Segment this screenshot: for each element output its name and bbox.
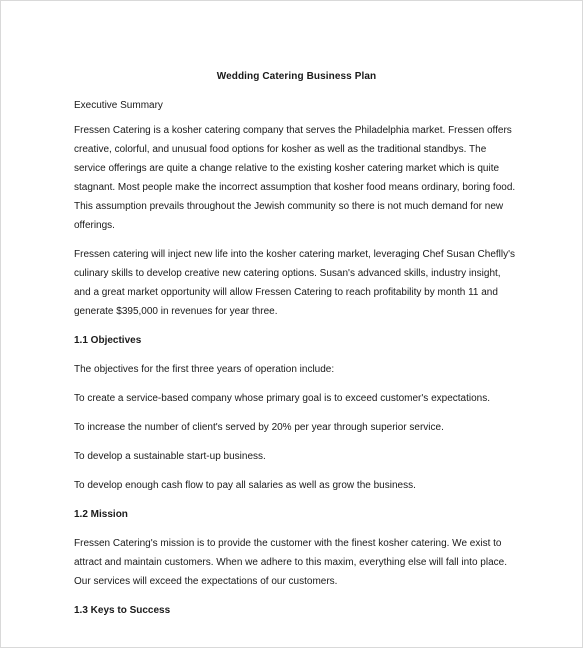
objective-item-4: To develop enough cash flow to pay all salaries as well as grow the business.	[74, 480, 416, 491]
objectives-heading: 1.1 Objectives	[74, 335, 142, 346]
objective-item-2: To increase the number of client's served by 20% per year through superior service.	[74, 422, 444, 433]
objectives-intro: The objectives for the first three years of operation include:	[74, 364, 335, 375]
intro-paragraph-2: Fressen catering will inject new life into the kosher catering market, leveraging Chef Susan Cheflly's culinary skills to develop creative new catering options. Susan's advanced skills, industry insight, and a great market opportunity will allow Fressen Catering to reach profitability by month 11 and generate $395,000 in revenues for year three.	[74, 249, 516, 317]
document-body	[74, 67, 519, 630]
keys-to-success-heading: 1.3 Keys to Success	[74, 605, 171, 616]
objective-item-1: To create a service-based company whose primary goal is to exceed customer's expectations.	[74, 393, 490, 404]
mission-heading: 1.2 Mission	[74, 509, 128, 520]
mission-paragraph: Fressen Catering's mission is to provide the customer with the finest kosher catering. We exist to attract and maintain customers. When we adhere to this maxim, everything else will fall into place. Our services will exceed the expectations of our customers.	[74, 538, 507, 587]
objective-item-3: To develop a sustainable start-up business.	[74, 451, 266, 462]
intro-paragraph-1: Fressen Catering is a kosher catering company that serves the Philadelphia market. Fressen offers creative, colorful, and unusual food options for kosher as well as the traditional standbys. The service offerings are quite a change relative to the existing kosher catering market which is quite stagnant. Most people make the incorrect assumption that kosher food means ordinary, boring food. This assumption prevails throughout the Jewish community so there is not much demand for new offerings.	[74, 125, 516, 231]
document-title: Wedding Catering Business Plan	[216, 71, 377, 82]
executive-summary-label: Executive Summary	[74, 100, 163, 111]
